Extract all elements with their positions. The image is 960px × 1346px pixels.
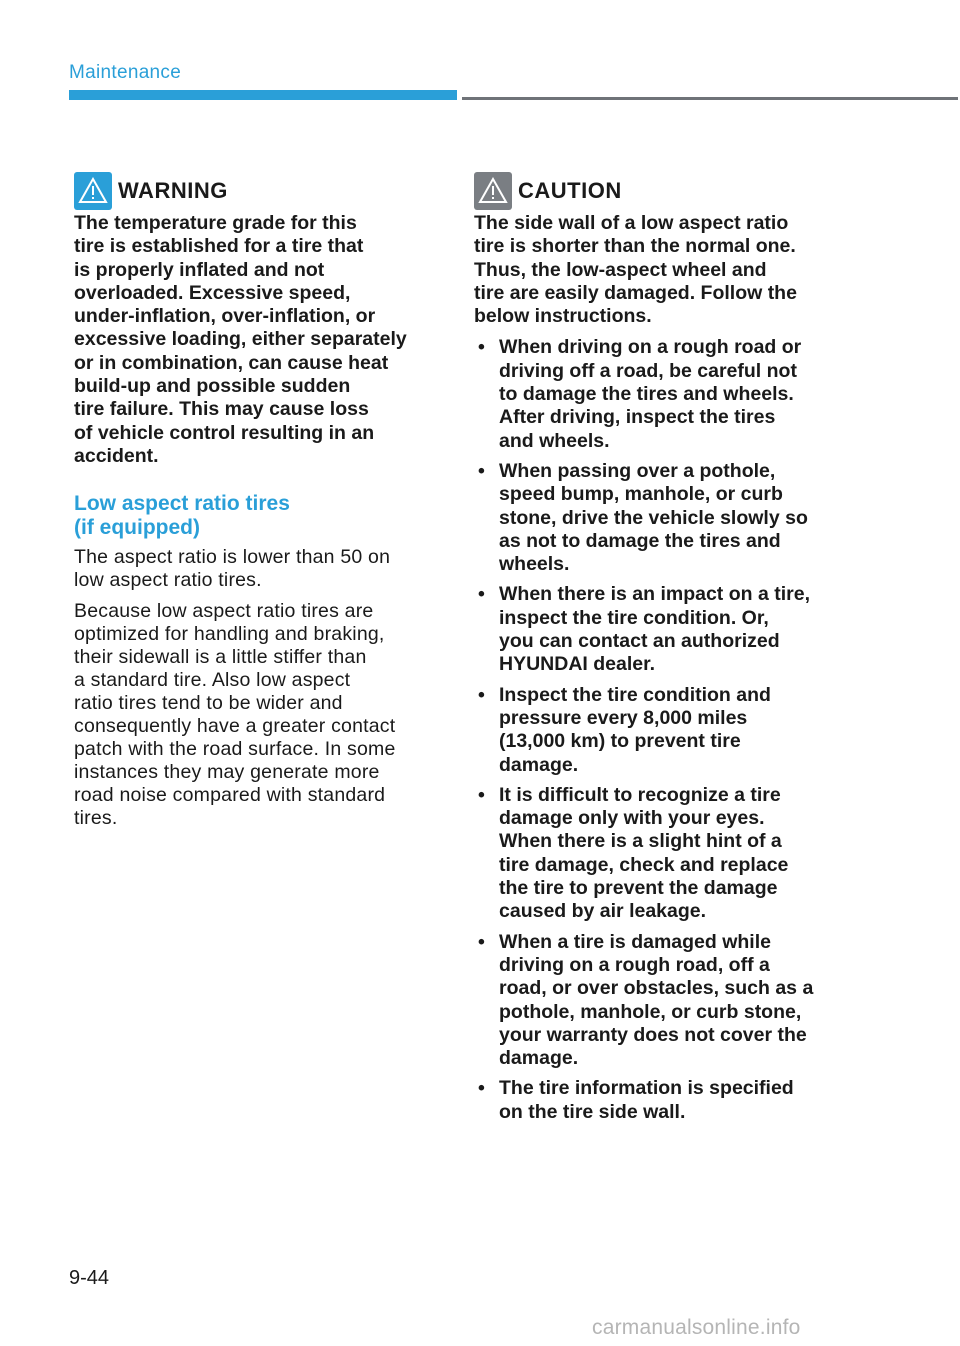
text-line: a standard tire. Also low aspect: [74, 669, 351, 692]
header-rule: [462, 97, 958, 100]
text-line: The tire information is specified: [499, 1077, 794, 1100]
text-line: road noise compared with standard: [74, 784, 386, 807]
text-line: When there is a slight hint of a: [499, 830, 782, 853]
bullet-icon: •: [478, 1077, 485, 1100]
right-column: [474, 172, 840, 1131]
text-line: Thus, the low-aspect wheel and: [474, 258, 767, 281]
caution-triangle-icon: [474, 172, 512, 210]
text-line: The side wall of a low aspect ratio: [474, 212, 789, 234]
text-line: instances they may generate more: [74, 761, 380, 784]
text-line: consequently have a greater contact: [74, 715, 396, 738]
caution-intro: [474, 212, 840, 328]
text-line: When a tire is damaged while: [499, 930, 771, 953]
text-line: excessive loading, either separately: [74, 328, 407, 351]
list-item: [474, 460, 840, 576]
caution-header: [474, 172, 840, 210]
header-rule-accent: [69, 90, 457, 100]
caution-title: CAUTION: [518, 178, 622, 203]
text-line: tire is shorter than the normal one.: [474, 235, 796, 258]
bullet-icon: •: [478, 930, 485, 953]
section-title: Maintenance: [69, 62, 182, 83]
bullet-icon: •: [478, 683, 485, 706]
text-line: tires.: [74, 807, 118, 830]
list-item: [474, 784, 840, 924]
text-line: is properly inflated and not: [74, 258, 325, 281]
text-line: The temperature grade for this: [74, 212, 357, 234]
text-line: tire damage, check and replace: [499, 853, 789, 876]
bullet-icon: •: [478, 459, 485, 482]
text-line: and wheels.: [499, 429, 610, 452]
text-line: speed bump, manhole, or curb: [499, 483, 783, 506]
text-line: wheels.: [499, 553, 570, 576]
text-line: When there is an impact on a tire,: [499, 583, 810, 606]
text-line: low aspect ratio tires.: [74, 569, 262, 592]
body-paragraph: [74, 546, 436, 592]
warning-header: [74, 172, 436, 210]
list-item: [474, 583, 840, 676]
text-line: their sidewall is a little stiffer than: [74, 646, 367, 669]
text-line: accident.: [74, 444, 159, 467]
caution-list: [474, 336, 840, 1124]
warning-triangle-icon: [74, 172, 112, 210]
body-paragraph: [74, 600, 436, 830]
text-line: build-up and possible sudden: [74, 375, 351, 398]
text-line: below instructions.: [474, 305, 652, 328]
text-line: your warranty does not cover the: [499, 1023, 807, 1046]
text-line: damage.: [499, 1047, 579, 1070]
heading-line: (if equipped): [74, 516, 200, 540]
text-line: It is difficult to recognize a tire: [499, 783, 781, 806]
text-line: pothole, manhole, or curb stone,: [499, 1000, 802, 1023]
text-line: When driving on a rough road or: [499, 336, 802, 359]
text-line: HYUNDAI dealer.: [499, 653, 656, 676]
warning-title: WARNING: [118, 178, 228, 203]
list-item: [474, 336, 840, 452]
text-line: road, or over obstacles, such as a: [499, 977, 814, 1000]
bullet-icon: •: [478, 783, 485, 806]
text-line: damage.: [499, 753, 579, 776]
list-item: [474, 931, 840, 1071]
text-line: driving off a road, be careful not: [499, 359, 797, 382]
text-line: When passing over a pothole,: [499, 459, 776, 482]
text-line: ratio tires tend to be wider and: [74, 692, 343, 715]
text-line: tire is established for a tire that: [74, 235, 364, 258]
text-line: (13,000 km) to prevent tire: [499, 730, 741, 753]
text-line: caused by air leakage.: [499, 900, 707, 923]
text-line: The aspect ratio is lower than 50 on: [74, 546, 391, 569]
text-line: damage only with your eyes.: [499, 807, 765, 830]
text-line: the tire to prevent the damage: [499, 877, 778, 900]
left-column: [74, 172, 436, 838]
text-line: you can contact an authorized: [499, 630, 780, 653]
text-line: overloaded. Excessive speed,: [74, 281, 351, 304]
text-line: under-inflation, over-inflation, or: [74, 305, 376, 328]
text-line: stone, drive the vehicle slowly so: [499, 506, 808, 529]
list-item: [474, 684, 840, 777]
heading-line: Low aspect ratio tires: [74, 492, 290, 516]
text-line: to damage the tires and wheels.: [499, 383, 794, 406]
section-heading: [74, 492, 436, 540]
text-line: Inspect the tire condition and: [499, 683, 771, 706]
text-line: optimized for handling and braking,: [74, 623, 385, 646]
text-line: patch with the road surface. In some: [74, 738, 396, 761]
text-line: pressure every 8,000 miles: [499, 706, 748, 729]
text-line: of vehicle control resulting in an: [74, 421, 375, 444]
text-line: After driving, inspect the tires: [499, 406, 776, 429]
watermark: carmanualsonline.info: [592, 1316, 801, 1339]
text-line: tire failure. This may cause loss: [74, 398, 369, 421]
text-line: Because low aspect ratio tires are: [74, 600, 374, 623]
bullet-icon: •: [478, 583, 485, 606]
text-line: or in combination, can cause heat: [74, 351, 389, 374]
page-number: 9-44: [69, 1267, 110, 1289]
text-line: inspect the tire condition. Or,: [499, 606, 769, 629]
text-line: driving on a rough road, off a: [499, 953, 770, 976]
list-item: [474, 1077, 840, 1124]
bullet-icon: •: [478, 336, 485, 359]
warning-text: [74, 212, 436, 468]
text-line: as not to damage the tires and: [499, 529, 781, 552]
text-line: tire are easily damaged. Follow the: [474, 281, 797, 304]
text-line: on the tire side wall.: [499, 1100, 686, 1123]
